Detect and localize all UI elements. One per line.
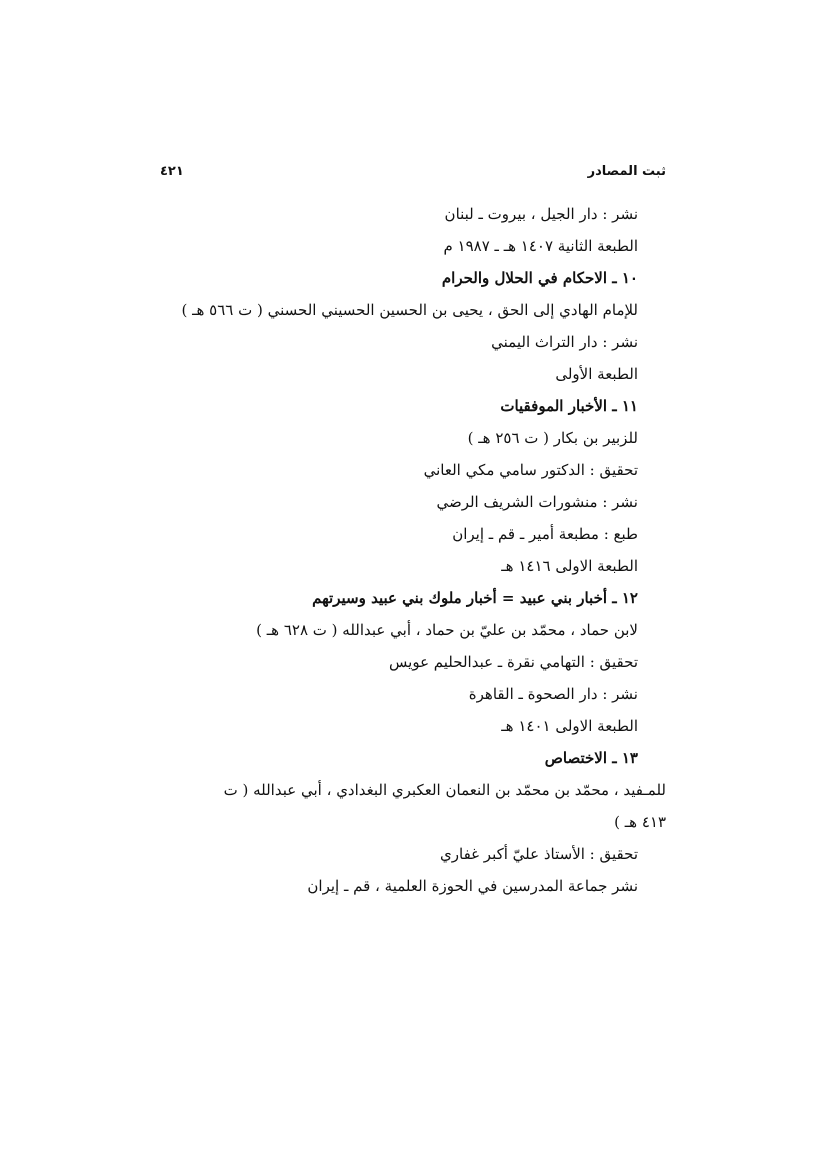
text-line: الطبعة الثانية ١٤٠٧ هـ ـ ١٩٨٧ م bbox=[443, 237, 638, 255]
running-header bbox=[160, 158, 666, 184]
text-line: نشر : منشورات الشريف الرضي bbox=[436, 493, 638, 511]
bibliography-content bbox=[160, 198, 666, 902]
text-line: تحقيق : الأستاذ عليّ أكبر غفاري bbox=[440, 845, 638, 863]
text-line: نشر جماعة المدرسين في الحوزة العلمية ، قم ـ إيران bbox=[307, 877, 638, 895]
text-line: الطبعة الاولى ١٤٠١ هـ bbox=[501, 717, 638, 735]
text-line: نشر : دار الصحوة ـ القاهرة bbox=[468, 685, 638, 703]
entry-heading: ١٠ ـ الاحكام في الحلال والحرام bbox=[441, 269, 638, 287]
text-line: طبع : مطبعة أمير ـ قم ـ إيران bbox=[452, 525, 638, 543]
text-line: الطبعة الاولى ١٤١٦ هـ bbox=[501, 557, 638, 575]
entry-heading: ١١ ـ الأخبار الموفقيات bbox=[500, 397, 638, 415]
entry-heading: ١٢ ـ أخبار بني عبيد = أخبار ملوك بني عبيد وسيرتهم bbox=[312, 589, 638, 607]
text-line: نشر : دار التراث اليمني bbox=[491, 333, 638, 351]
text-line: تحقيق : الدكتور سامي مكي العاني bbox=[423, 461, 638, 479]
text-line: للزبير بن بكار ( ت ٢٥٦ هـ ) bbox=[467, 429, 638, 447]
text-line: نشر : دار الجيل ، بيروت ـ لبنان bbox=[444, 205, 638, 223]
text-line: للإمام الهادي إلى الحق ، يحيى بن الحسين الحسيني الحسني ( ت ٥٦٦ هـ ) bbox=[181, 301, 638, 319]
text-line-wrapped: للمـفيد ، محمّد بن محمّد بن النعمان العكبري البغدادي ، أبي عبدالله ( ت bbox=[223, 781, 666, 799]
entry-heading: ١٣ ـ الاختصاص bbox=[544, 749, 638, 767]
text-line: تحقيق : التهامي نقرة ـ عبدالحليم عويس bbox=[389, 653, 638, 671]
header-title: ثبت المصادر bbox=[587, 163, 666, 179]
page-number: ٤٢١ bbox=[160, 163, 184, 179]
text-line: الطبعة الأولى bbox=[555, 365, 638, 383]
text-line: لابن حماد ، محمّد بن عليّ بن حماد ، أبي عبدالله ( ت ٦٢٨ هـ ) bbox=[256, 621, 638, 639]
text-line-continuation: ٤١٣ هـ ) bbox=[614, 813, 666, 831]
